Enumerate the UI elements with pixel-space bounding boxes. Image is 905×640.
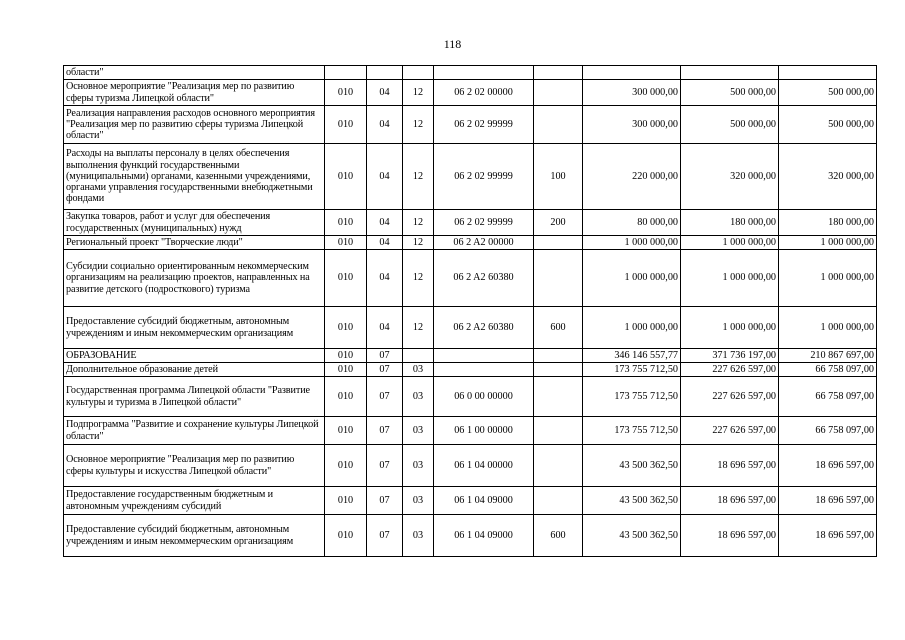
amount-year-1: 220 000,00 xyxy=(583,144,681,210)
target-article-code xyxy=(434,66,534,80)
expense-type-code: 100 xyxy=(534,144,583,210)
expense-name: Региональный проект "Творческие люди" xyxy=(64,236,325,250)
amount-year-2: 320 000,00 xyxy=(681,144,779,210)
section-code: 04 xyxy=(367,106,403,144)
table-row xyxy=(64,144,877,210)
section-code xyxy=(367,66,403,80)
expense-name: Реализация направления расходов основного мероприятия "Реализация мер по развитию сферы туризма Липецкой области" xyxy=(64,106,325,144)
amount-year-1: 173 755 712,50 xyxy=(583,417,681,445)
amount-year-2: 1 000 000,00 xyxy=(681,307,779,349)
expense-type-code xyxy=(534,106,583,144)
subsection-code: 12 xyxy=(403,106,434,144)
subsection-code xyxy=(403,349,434,363)
budget-table-body xyxy=(64,66,877,557)
amount-year-3: 1 000 000,00 xyxy=(779,250,877,307)
section-code: 04 xyxy=(367,80,403,106)
amount-year-3: 18 696 597,00 xyxy=(779,515,877,557)
amount-year-1: 300 000,00 xyxy=(583,106,681,144)
amount-year-3: 1 000 000,00 xyxy=(779,236,877,250)
subsection-code: 12 xyxy=(403,144,434,210)
target-article-code: 06 2 A2 60380 xyxy=(434,250,534,307)
amount-year-3: 18 696 597,00 xyxy=(779,487,877,515)
expense-name: Дополнительное образование детей xyxy=(64,363,325,377)
expense-type-code xyxy=(534,417,583,445)
amount-year-2: 500 000,00 xyxy=(681,80,779,106)
amount-year-2: 371 736 197,00 xyxy=(681,349,779,363)
table-row xyxy=(64,377,877,417)
amount-year-3: 500 000,00 xyxy=(779,80,877,106)
amount-year-3: 180 000,00 xyxy=(779,210,877,236)
amount-year-2: 180 000,00 xyxy=(681,210,779,236)
amount-year-3: 66 758 097,00 xyxy=(779,377,877,417)
amount-year-3: 66 758 097,00 xyxy=(779,417,877,445)
expense-name: Государственная программа Липецкой области "Развитие культуры и туризма в Липецкой области" xyxy=(64,377,325,417)
section-code: 07 xyxy=(367,487,403,515)
expense-name: Расходы на выплаты персоналу в целях обеспечения выполнения функций государственными (муниципальными) органами, казенными учреждениями, органами управления государственными внебюджетными фондами xyxy=(64,144,325,210)
target-article-code: 06 1 04 00000 xyxy=(434,445,534,487)
target-article-code: 06 2 02 99999 xyxy=(434,106,534,144)
subsection-code: 12 xyxy=(403,80,434,106)
admin-code: 010 xyxy=(325,363,367,377)
expense-name: Субсидии социально ориентированным некоммерческим организациям на реализацию проектов, направленных на развитие детского (подросткового) туризма xyxy=(64,250,325,307)
admin-code: 010 xyxy=(325,80,367,106)
expense-type-code: 200 xyxy=(534,210,583,236)
amount-year-1: 173 755 712,50 xyxy=(583,363,681,377)
section-code: 07 xyxy=(367,363,403,377)
table-row xyxy=(64,80,877,106)
table-row xyxy=(64,66,877,80)
table-row xyxy=(64,236,877,250)
section-code: 07 xyxy=(367,349,403,363)
subsection-code: 03 xyxy=(403,515,434,557)
amount-year-1: 80 000,00 xyxy=(583,210,681,236)
expense-name: ОБРАЗОВАНИЕ xyxy=(64,349,325,363)
admin-code: 010 xyxy=(325,515,367,557)
expense-type-code xyxy=(534,487,583,515)
page-number: 118 xyxy=(443,37,462,51)
subsection-code: 03 xyxy=(403,445,434,487)
subsection-code xyxy=(403,66,434,80)
target-article-code: 06 1 00 00000 xyxy=(434,417,534,445)
table-row xyxy=(64,349,877,363)
amount-year-3: 1 000 000,00 xyxy=(779,307,877,349)
expense-type-code: 600 xyxy=(534,307,583,349)
expense-type-code: 600 xyxy=(534,515,583,557)
amount-year-2 xyxy=(681,66,779,80)
admin-code: 010 xyxy=(325,307,367,349)
section-code: 04 xyxy=(367,236,403,250)
amount-year-3: 320 000,00 xyxy=(779,144,877,210)
section-code: 07 xyxy=(367,377,403,417)
section-code: 04 xyxy=(367,210,403,236)
expense-type-code xyxy=(534,80,583,106)
expense-name: Предоставление государственным бюджетным и автономным учреждениям субсидий xyxy=(64,487,325,515)
amount-year-3: 18 696 597,00 xyxy=(779,445,877,487)
amount-year-2: 227 626 597,00 xyxy=(681,377,779,417)
section-code: 04 xyxy=(367,307,403,349)
admin-code: 010 xyxy=(325,377,367,417)
expense-type-code xyxy=(534,66,583,80)
amount-year-3: 210 867 697,00 xyxy=(779,349,877,363)
amount-year-1: 1 000 000,00 xyxy=(583,307,681,349)
amount-year-1: 300 000,00 xyxy=(583,80,681,106)
expense-type-code xyxy=(534,377,583,417)
admin-code: 010 xyxy=(325,417,367,445)
expense-name: Основное мероприятие "Реализация мер по развитию сферы туризма Липецкой области" xyxy=(64,80,325,106)
section-code: 04 xyxy=(367,250,403,307)
table-row xyxy=(64,487,877,515)
target-article-code: 06 2 A2 60380 xyxy=(434,307,534,349)
amount-year-1: 173 755 712,50 xyxy=(583,377,681,417)
table-row xyxy=(64,106,877,144)
amount-year-1 xyxy=(583,66,681,80)
section-code: 07 xyxy=(367,515,403,557)
amount-year-1: 1 000 000,00 xyxy=(583,250,681,307)
target-article-code: 06 2 02 99999 xyxy=(434,210,534,236)
expense-name: области" xyxy=(64,66,325,80)
table-row xyxy=(64,445,877,487)
target-article-code xyxy=(434,349,534,363)
subsection-code: 12 xyxy=(403,250,434,307)
table-row xyxy=(64,515,877,557)
amount-year-2: 1 000 000,00 xyxy=(681,250,779,307)
admin-code: 010 xyxy=(325,445,367,487)
expense-type-code xyxy=(534,236,583,250)
amount-year-1: 43 500 362,50 xyxy=(583,487,681,515)
target-article-code: 06 0 00 00000 xyxy=(434,377,534,417)
table-row xyxy=(64,210,877,236)
admin-code: 010 xyxy=(325,236,367,250)
admin-code: 010 xyxy=(325,106,367,144)
target-article-code: 06 1 04 09000 xyxy=(434,487,534,515)
subsection-code: 03 xyxy=(403,377,434,417)
table-row xyxy=(64,307,877,349)
amount-year-1: 346 146 557,77 xyxy=(583,349,681,363)
expense-type-code xyxy=(534,363,583,377)
section-code: 04 xyxy=(367,144,403,210)
admin-code: 010 xyxy=(325,487,367,515)
amount-year-3 xyxy=(779,66,877,80)
expense-type-code xyxy=(534,349,583,363)
subsection-code: 03 xyxy=(403,363,434,377)
subsection-code: 12 xyxy=(403,210,434,236)
table-row xyxy=(64,417,877,445)
amount-year-1: 43 500 362,50 xyxy=(583,515,681,557)
admin-code: 010 xyxy=(325,210,367,236)
amount-year-2: 1 000 000,00 xyxy=(681,236,779,250)
amount-year-2: 18 696 597,00 xyxy=(681,515,779,557)
admin-code: 010 xyxy=(325,349,367,363)
amount-year-1: 1 000 000,00 xyxy=(583,236,681,250)
table-row xyxy=(64,250,877,307)
target-article-code: 06 1 04 09000 xyxy=(434,515,534,557)
amount-year-2: 18 696 597,00 xyxy=(681,487,779,515)
target-article-code: 06 2 02 99999 xyxy=(434,144,534,210)
expense-name: Предоставление субсидий бюджетным, автономным учреждениям и иным некоммерческим организациям xyxy=(64,515,325,557)
expense-name: Предоставление субсидий бюджетным, автономным учреждениям и иным некоммерческим организациям xyxy=(64,307,325,349)
expense-name: Основное мероприятие "Реализация мер по развитию сферы культуры и искусства Липецкой области" xyxy=(64,445,325,487)
admin-code: 010 xyxy=(325,144,367,210)
expense-name: Подпрограмма "Развитие и сохранение культуры Липецкой области" xyxy=(64,417,325,445)
section-code: 07 xyxy=(367,417,403,445)
expense-type-code xyxy=(534,250,583,307)
amount-year-1: 43 500 362,50 xyxy=(583,445,681,487)
amount-year-2: 500 000,00 xyxy=(681,106,779,144)
target-article-code: 06 2 A2 00000 xyxy=(434,236,534,250)
expense-name: Закупка товаров, работ и услуг для обеспечения государственных (муниципальных) нужд xyxy=(64,210,325,236)
amount-year-2: 18 696 597,00 xyxy=(681,445,779,487)
target-article-code: 06 2 02 00000 xyxy=(434,80,534,106)
amount-year-2: 227 626 597,00 xyxy=(681,363,779,377)
expense-type-code xyxy=(534,445,583,487)
admin-code: 010 xyxy=(325,250,367,307)
subsection-code: 12 xyxy=(403,307,434,349)
subsection-code: 03 xyxy=(403,487,434,515)
amount-year-3: 500 000,00 xyxy=(779,106,877,144)
budget-table xyxy=(63,65,877,557)
target-article-code xyxy=(434,363,534,377)
amount-year-2: 227 626 597,00 xyxy=(681,417,779,445)
amount-year-3: 66 758 097,00 xyxy=(779,363,877,377)
table-row xyxy=(64,363,877,377)
subsection-code: 03 xyxy=(403,417,434,445)
subsection-code: 12 xyxy=(403,236,434,250)
admin-code xyxy=(325,66,367,80)
section-code: 07 xyxy=(367,445,403,487)
